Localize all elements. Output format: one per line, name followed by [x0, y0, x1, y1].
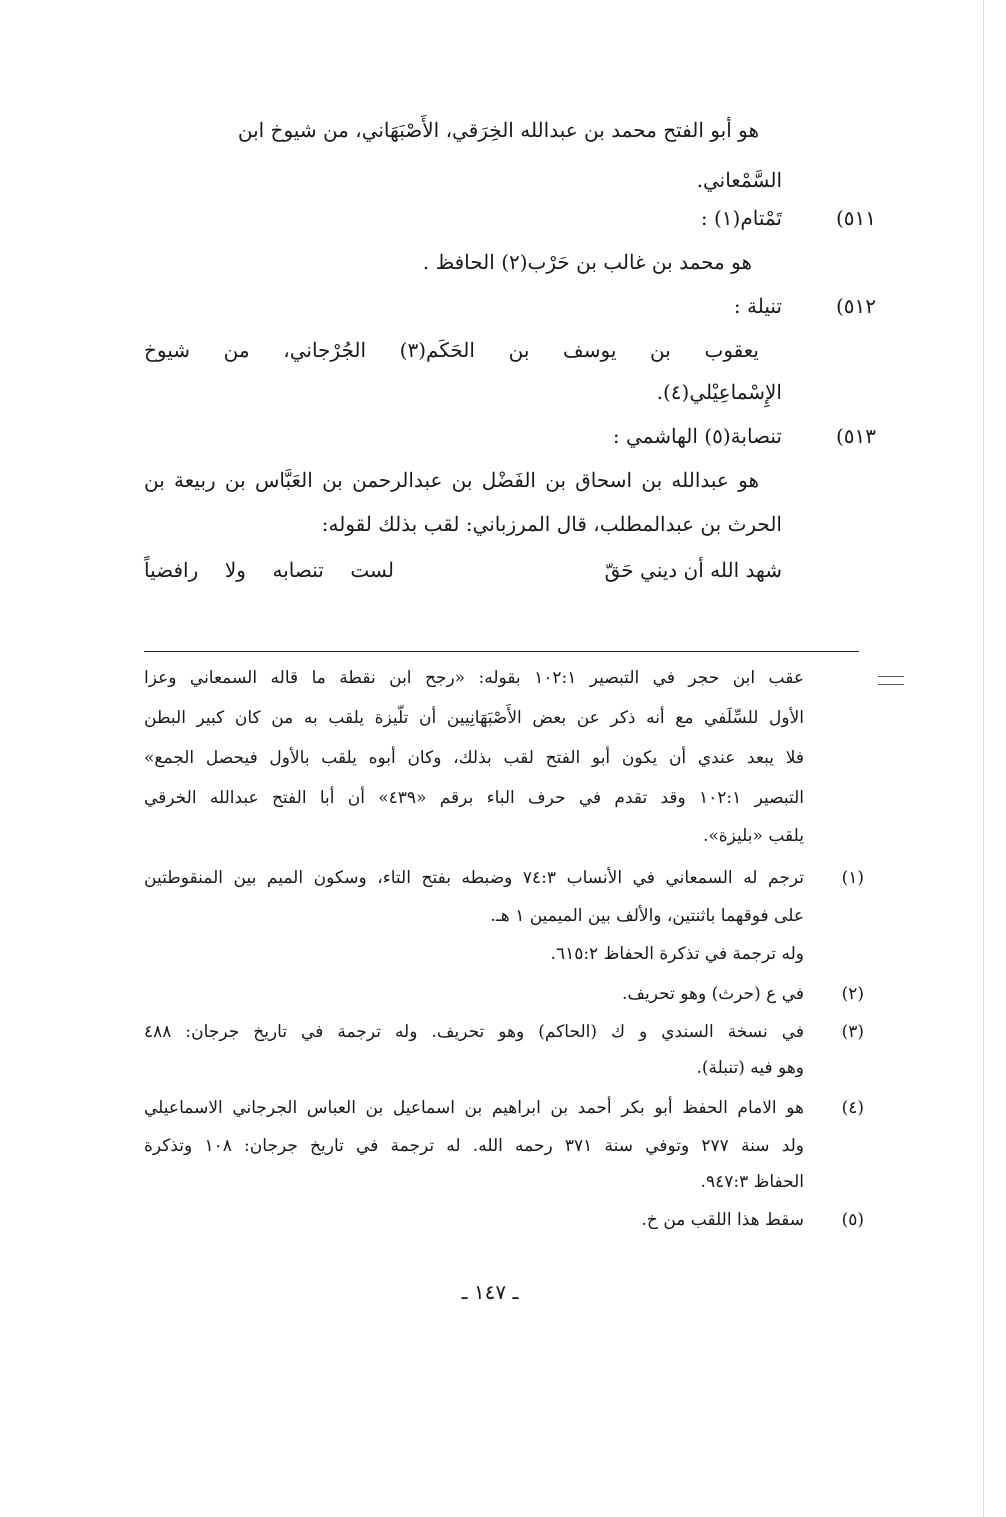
footnote-marker-3: (٣) — [841, 1022, 864, 1042]
footnote-4-line-1: هو الامام الحفظ أبو بكر أحمد بن ابراهيم بن اسماعيل بن العباس الجرجاني الاسماعيلي — [144, 1098, 804, 1118]
footnote-cont-line-2: الأول للسِّلَفي مع أنه ذكر عن بعض الأَصْبَهَانِيين أن تلّيزة يلقب به من كان كبير البطن — [144, 708, 804, 728]
footnote-marker-2: (٢) — [841, 984, 864, 1004]
footnote-cont-line-5: يلقب «بليزة». — [702, 826, 804, 846]
entry-number-511: ٥١١) — [835, 206, 876, 230]
footnote-5-line-1: سقط هذا اللقب من خ. — [641, 1210, 804, 1230]
entry-number-512: ٥١٢) — [835, 294, 876, 318]
entry-body-511: هو محمد بن غالب بن حَرْب(٢) الحافظ . — [422, 250, 752, 274]
entry-heading-513: تنصابة(٥) الهاشمي : — [612, 424, 782, 448]
footnote-2-line-1: في ع (حرث) وهو تحريف. — [622, 984, 804, 1004]
margin-mark — [878, 676, 904, 685]
entry-body-513-line-1: هو عبدالله بن اسحاق بن الفَضْل بن عبدالرحمن بن العَبَّاس بن ربيعة بن — [144, 468, 759, 492]
verse-second-hemistich: لست تنصابه ولا رافضياً — [144, 558, 394, 582]
entry-heading-512: تنيلة : — [733, 294, 782, 318]
footnote-marker-4: (٤) — [841, 1098, 864, 1118]
footnote-4-line-2: ولد سنة ٢٧٧ وتوفي سنة ٣٧١ رحمه الله. له ترجمة في تاريخ جرجان: ١٠٨ وتذكرة — [144, 1136, 805, 1156]
footnote-1-line-3: وله ترجمة في تذكرة الحفاظ ٦١٥:٢. — [550, 944, 804, 964]
entry-body-512-line-1: يعقوب بن يوسف بن الحَكَم(٣) الجُرْجاني، من شيوخ — [144, 338, 759, 362]
footnote-1-line-2: على فوقهما باثنتين، والألف بين الميمين ١ هـ. — [490, 906, 804, 926]
entry-heading-511: تَمْتام(١) : — [700, 206, 782, 230]
footnote-4-line-3: الحفاظ ٩٤٧:٣. — [700, 1172, 804, 1192]
footnote-3-line-2: وهو فيه (تنبلة). — [696, 1058, 804, 1078]
entry-510-line-2: السَّمْعاني. — [696, 168, 782, 192]
footnote-cont-line-4: التبصير ١٠٢:١ وقد تقدم في حرف الباء برقم «٤٣٩» أن أبا الفتح عبدالله الخرقي — [144, 788, 804, 808]
footnote-cont-line-3: فلا يبعد عندي أن يكون أبو الفتح لقب بذلك، وكان أبوه يلقب بالأول فيحصل الجمع» — [144, 748, 804, 768]
entry-body-513-line-2: الحرث بن عبدالمطلب، قال المرزباني: لقب بذلك لقوله: — [321, 512, 782, 536]
scan-edge-line — [983, 0, 984, 1517]
verse-first-hemistich: شهد الله أن ديني حَقّ — [604, 558, 782, 582]
footnote-1-line-1: ترجم له السمعاني في الأنساب ٧٤:٣ وضبطه بفتح التاء، وسكون الميم بين المنقوطتين — [144, 868, 804, 888]
footnote-marker-5: (٥) — [841, 1210, 864, 1230]
footnote-separator — [144, 651, 859, 652]
text-line: هو أبو الفتح محمد بن عبدالله الخِرَقي، الأَصْبَهَاني، من شيوخ ابن — [237, 118, 759, 142]
page-number: ـ ١٤٧ ـ — [461, 1280, 519, 1304]
entry-510-line-1 — [144, 118, 759, 142]
footnote-3-line-1: في نسخة السندي و ك (الحاكم) وهو تحريف. وله ترجمة في تاريخ جرجان: ٤٨٨ — [144, 1022, 804, 1042]
entry-body-512-line-2: الإِسْماعِيْلي(٤). — [656, 380, 782, 404]
footnote-cont-line-1: عقب ابن حجر في التبصير ١٠٢:١ بقوله: «رجح ابن نقطة ما قاله السمعاني وعزا — [144, 668, 804, 688]
footnote-marker-1: (١) — [841, 868, 864, 888]
entry-number-513: ٥١٣) — [835, 424, 876, 448]
